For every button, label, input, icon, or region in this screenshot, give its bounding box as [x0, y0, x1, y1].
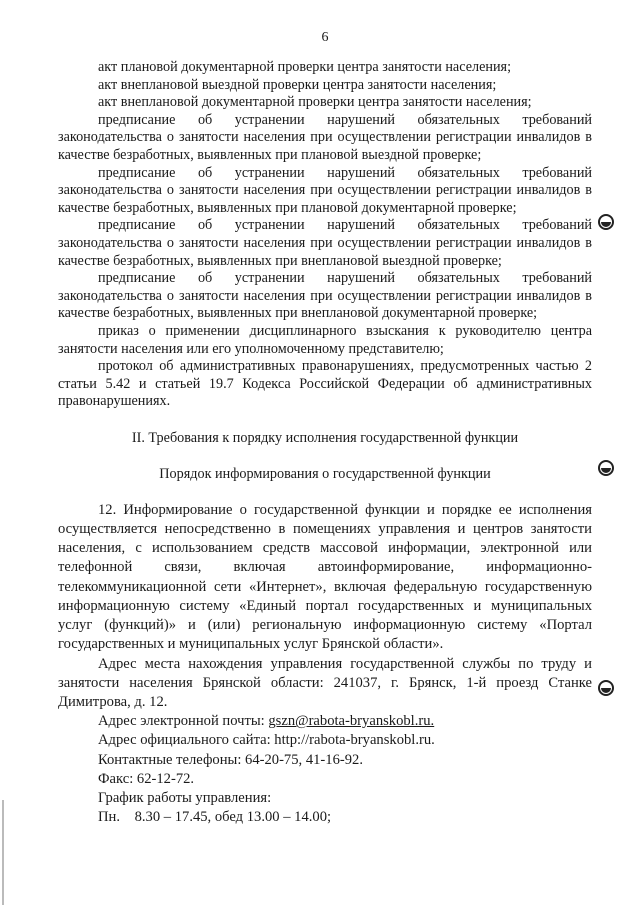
paragraph-12: 12. Информирование о государственной функции и порядке ее исполнения осуществляется непосредственно в помещениях управления и центров занятости населения, с использованием средств массовой информации, электронной или телефонной связи, включая автоинформирование, информационно-телекоммуникационной сети «Интернет», включая федеральную государственную информационную систему «Единый портал государственных и муниципальных услуг (функций)» и (или) региональную информационную систему «Портал государственных и муниципальных услуг Брянской области».: [58, 501, 592, 653]
list-item: протокол об административных правонарушениях, предусмотренных частью 2 статьи 5.42 и статьей 19.7 Кодекса Российской Федерации об административных правонарушениях.: [58, 358, 592, 410]
fax-line: Факс: 62-12-72.: [98, 770, 195, 787]
punch-hole-icon: [598, 460, 614, 476]
email-link[interactable]: gszn@rabota-bryanskobl.ru.: [268, 713, 435, 730]
list-item: предписание об устранении нарушений обязательных требований законодательства о занятости населения при осуществлении регистрации инвалидов в качестве безработных, выявленных при плановой документарной проверке;: [58, 164, 592, 216]
section-heading: II. Требования к порядку исполнения государственной функции: [131, 429, 519, 446]
email-label: Адрес электронной почты:: [98, 713, 269, 730]
information-section: [58, 501, 592, 827]
list-item: акт внеплановой документарной проверки центра занятости населения;: [98, 94, 532, 111]
email-line: [58, 712, 592, 731]
scan-edge-shadow: [2, 800, 4, 905]
list-item: акт внеплановой выездной проверки центра занятости населения;: [98, 76, 497, 93]
list-item: предписание об устранении нарушений обязательных требований законодательства о занятости населения при осуществлении регистрации инвалидов в качестве безработных, выявленных при внеплановой документарной проверке;: [58, 270, 592, 322]
punch-hole-icon: [598, 214, 614, 230]
list-item: предписание об устранении нарушений обязательных требований законодательства о занятости населения при осуществлении регистрации инвалидов в качестве безработных, выявленных при внеплановой выездной проверке;: [58, 217, 592, 269]
address-paragraph: Адрес места нахождения управления государственной службы по труду и занятости населения Брянской области: 241037, г. Брянск, 1-й проезд Станке Димитрова, д. 12.: [58, 655, 592, 710]
list-item: приказ о применении дисциплинарного взыскания к руководителю центра занятости населения или его уполномоченному представителю;: [58, 322, 592, 357]
punch-hole-icon: [598, 680, 614, 696]
subsection-heading: Порядок информирования о государственной функции: [159, 465, 491, 482]
website-line: Адрес официального сайта: http://rabota-bryanskobl.ru.: [98, 732, 435, 749]
document-list: [58, 59, 592, 411]
page-number: 6: [321, 30, 329, 45]
schedule-title: График работы управления:: [98, 789, 272, 806]
phones-line: Контактные телефоны: 64-20-75, 41-16-92.: [98, 751, 363, 768]
list-item: акт плановой документарной проверки центра занятости населения;: [98, 59, 512, 75]
schedule-line: Пн. 8.30 – 17.45, обед 13.00 – 14.00;: [98, 809, 332, 826]
list-item: предписание об устранении нарушений обязательных требований законодательства о занятости населения при осуществлении регистрации инвалидов в качестве безработных, выявленных при плановой выездной проверке;: [58, 111, 592, 163]
